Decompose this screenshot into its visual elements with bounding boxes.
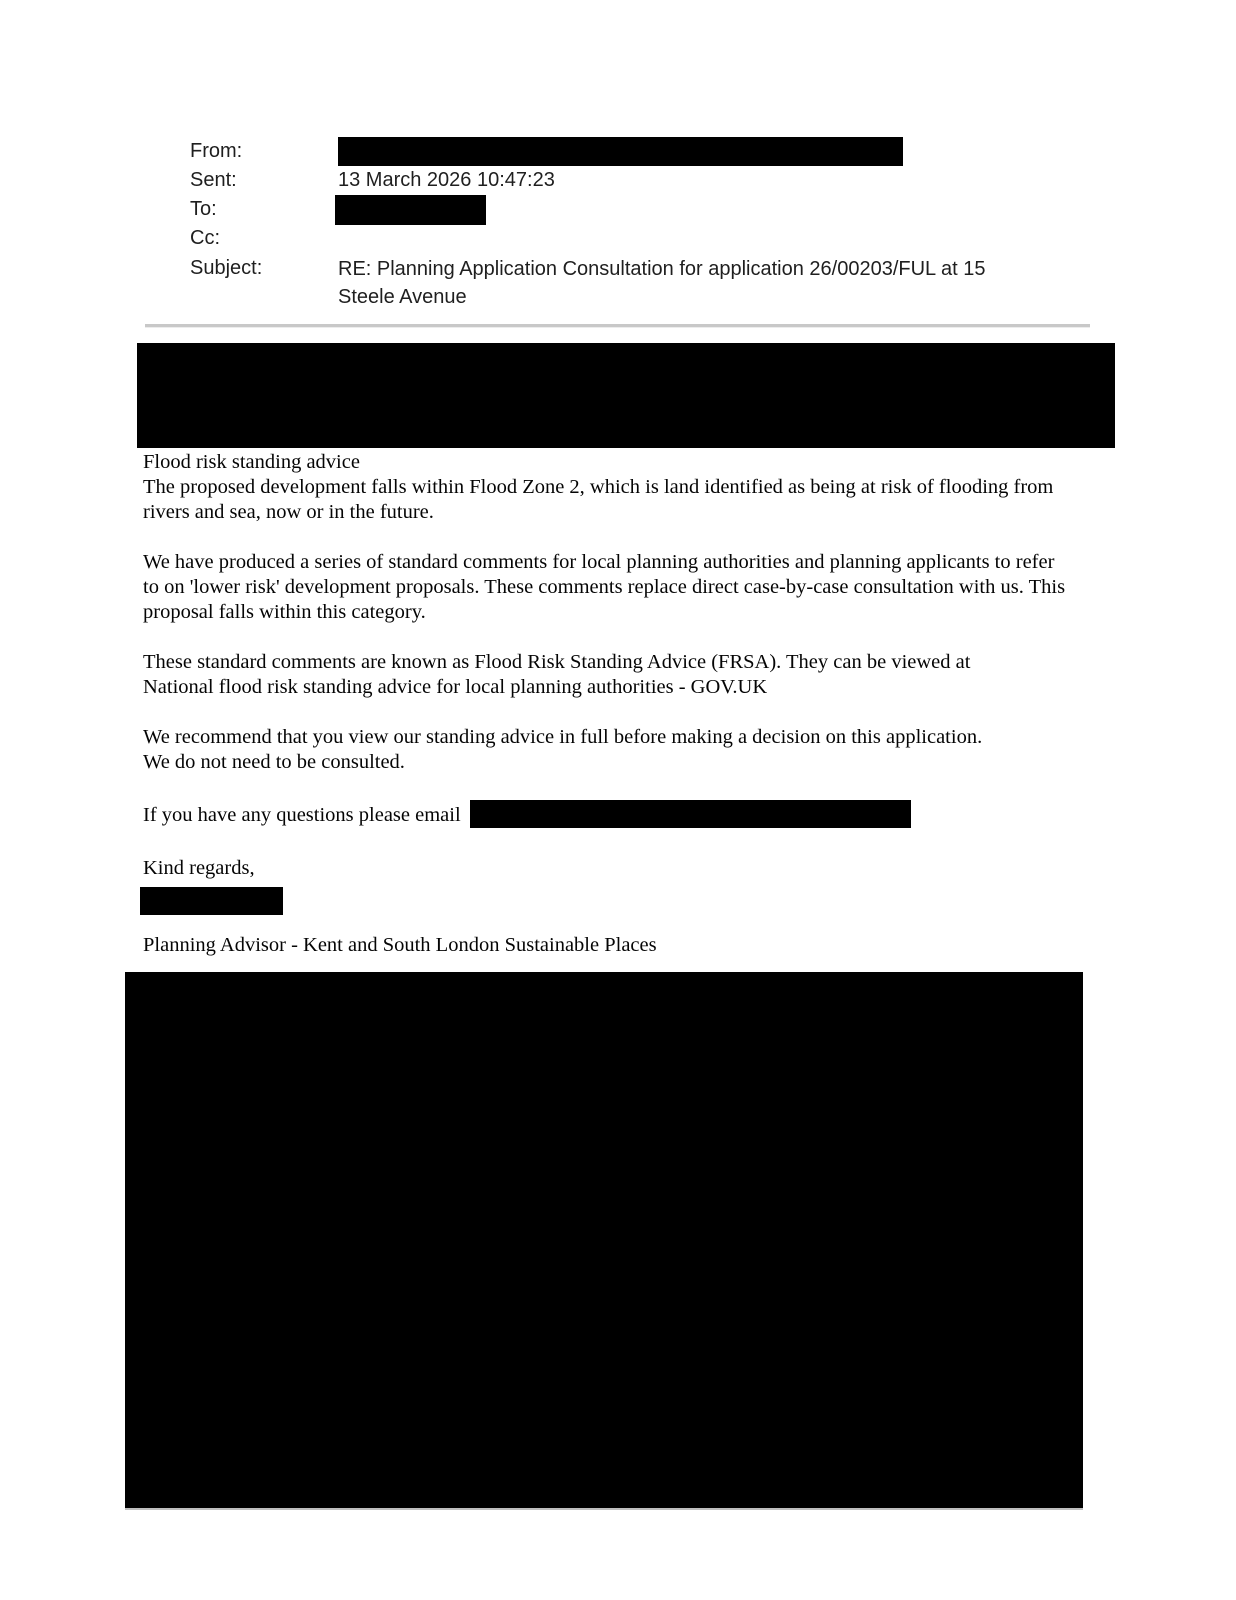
signature-role: Planning Advisor - Kent and South London Sustainable Places xyxy=(143,934,657,956)
header-row-subject xyxy=(190,255,1110,311)
subject-label: Subject: xyxy=(190,257,263,279)
header-row-to xyxy=(190,194,1110,225)
email-redaction-bar xyxy=(470,800,911,828)
to-redaction-bar xyxy=(335,195,486,225)
signoff-paragraph: Kind regards, xyxy=(143,857,255,879)
recommendation-paragraph xyxy=(143,725,1073,775)
signature-redaction-bar xyxy=(140,887,283,915)
frsa-link-title: National flood risk standing advice for local planning authorities - GOV.UK xyxy=(143,676,768,698)
recommend-text: We recommend that you view our standing advice in full before making a decision on this application. xyxy=(143,726,983,748)
flood-advice-text: The proposed development falls within Flood Zone 2, which is land identified as being at risk of flooding from rivers and sea, now or in the future. xyxy=(143,476,1054,523)
subject-value: RE: Planning Application Consultation for application 26/00203/FUL at 15 Steele Avenue xyxy=(338,258,986,308)
email-body xyxy=(143,450,1073,958)
cc-label: Cc: xyxy=(190,227,220,249)
frsa-text: These standard comments are known as Flood Risk Standing Advice (FRSA). They can be viewed at xyxy=(143,651,971,673)
standard-comments-paragraph: We have produced a series of standard comments for local planning authorities and planning applicants to refer to on 'lower risk' development proposals. These comments replace direct case-by-case consultation with us. This proposal falls within this category. xyxy=(143,551,1066,623)
no-consult-text: We do not need to be consulted. xyxy=(143,751,405,773)
flood-advice-paragraph xyxy=(143,450,1073,525)
flood-advice-title: Flood risk standing advice xyxy=(143,451,360,473)
header-divider xyxy=(145,324,1090,328)
questions-paragraph xyxy=(143,800,1073,828)
header-row-sent xyxy=(190,166,1110,194)
header-row-from xyxy=(190,137,1110,166)
redacted-footer-block xyxy=(125,972,1083,1508)
frsa-paragraph xyxy=(143,650,1073,700)
redacted-content-block xyxy=(137,343,1115,448)
header-row-cc xyxy=(190,225,1110,252)
email-header xyxy=(190,137,1110,311)
from-redaction-bar xyxy=(338,137,903,166)
from-label: From: xyxy=(190,140,243,162)
sent-value: 13 March 2026 10:47:23 xyxy=(338,168,555,191)
sent-label: Sent: xyxy=(190,168,237,191)
to-label: To: xyxy=(190,198,217,220)
questions-text: If you have any questions please email xyxy=(143,804,461,826)
